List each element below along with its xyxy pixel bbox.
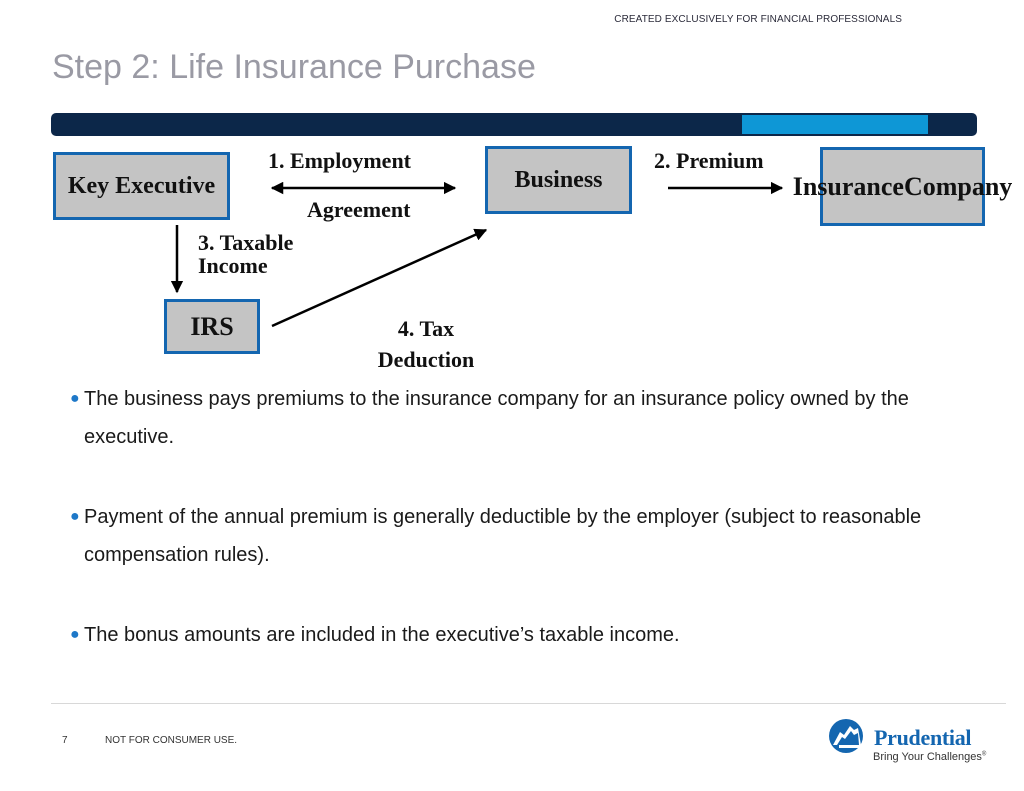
bullet-item <box>70 380 950 456</box>
edge-label-premium: 2. Premium <box>654 148 764 173</box>
bullet-text: The business pays premiums to the insurance company for an insurance policy owned by the executive. <box>84 388 909 448</box>
edge-label-taxable-income <box>198 231 293 277</box>
edge-label-taxded-line2: Deduction <box>377 347 475 372</box>
bullet-item <box>70 498 950 574</box>
page-number: 7 <box>62 735 68 746</box>
header-disclaimer: CREATED EXCLUSIVELY FOR FINANCIAL PROFESSIONALS <box>614 14 902 25</box>
edge-label-agreement: Agreement <box>307 197 411 222</box>
node-key-executive: Key Executive <box>53 152 230 220</box>
bullet-dot-icon: ● <box>70 390 80 407</box>
node-insurance-line1: Insurance <box>792 172 904 201</box>
node-insurance-company <box>792 147 1013 226</box>
edge-label-taxable-line2: Income <box>198 253 268 278</box>
arrow-tax-deduction <box>272 230 486 326</box>
brand-tagline <box>873 751 986 763</box>
footer-divider <box>51 703 1006 704</box>
footer-disclaimer: NOT FOR CONSUMER USE. <box>105 735 238 746</box>
edge-label-taxded-line1: 4. Tax <box>397 316 455 341</box>
rock-of-gibraltar-logo-icon <box>828 718 868 758</box>
slide-title: Step 2: Life Insurance Purchase <box>52 48 536 86</box>
bullet-list <box>70 380 950 696</box>
brand-tagline-text: Bring Your Challenges <box>873 751 982 763</box>
bullet-text: Payment of the annual premium is generally deductible by the employer (subject to reasonable compensation rules). <box>84 506 922 566</box>
bullet-dot-icon: ● <box>70 508 80 525</box>
edge-label-tax-deduction <box>360 313 492 375</box>
edge-label-taxable-line1: 3. Taxable <box>198 230 294 255</box>
node-insurance-line2: Company <box>903 172 1013 201</box>
bullet-item <box>70 616 950 654</box>
prudential-logo <box>828 716 988 768</box>
edge-label-employment: 1. Employment <box>268 148 411 173</box>
node-business: Business <box>485 146 632 214</box>
brand-name: Prudential <box>874 725 972 750</box>
node-irs: IRS <box>164 299 260 354</box>
trademark-mark: ® <box>981 751 987 758</box>
bullet-dot-icon: ● <box>70 626 80 643</box>
bullet-text: The bonus amounts are included in the executive’s taxable income. <box>84 624 680 646</box>
